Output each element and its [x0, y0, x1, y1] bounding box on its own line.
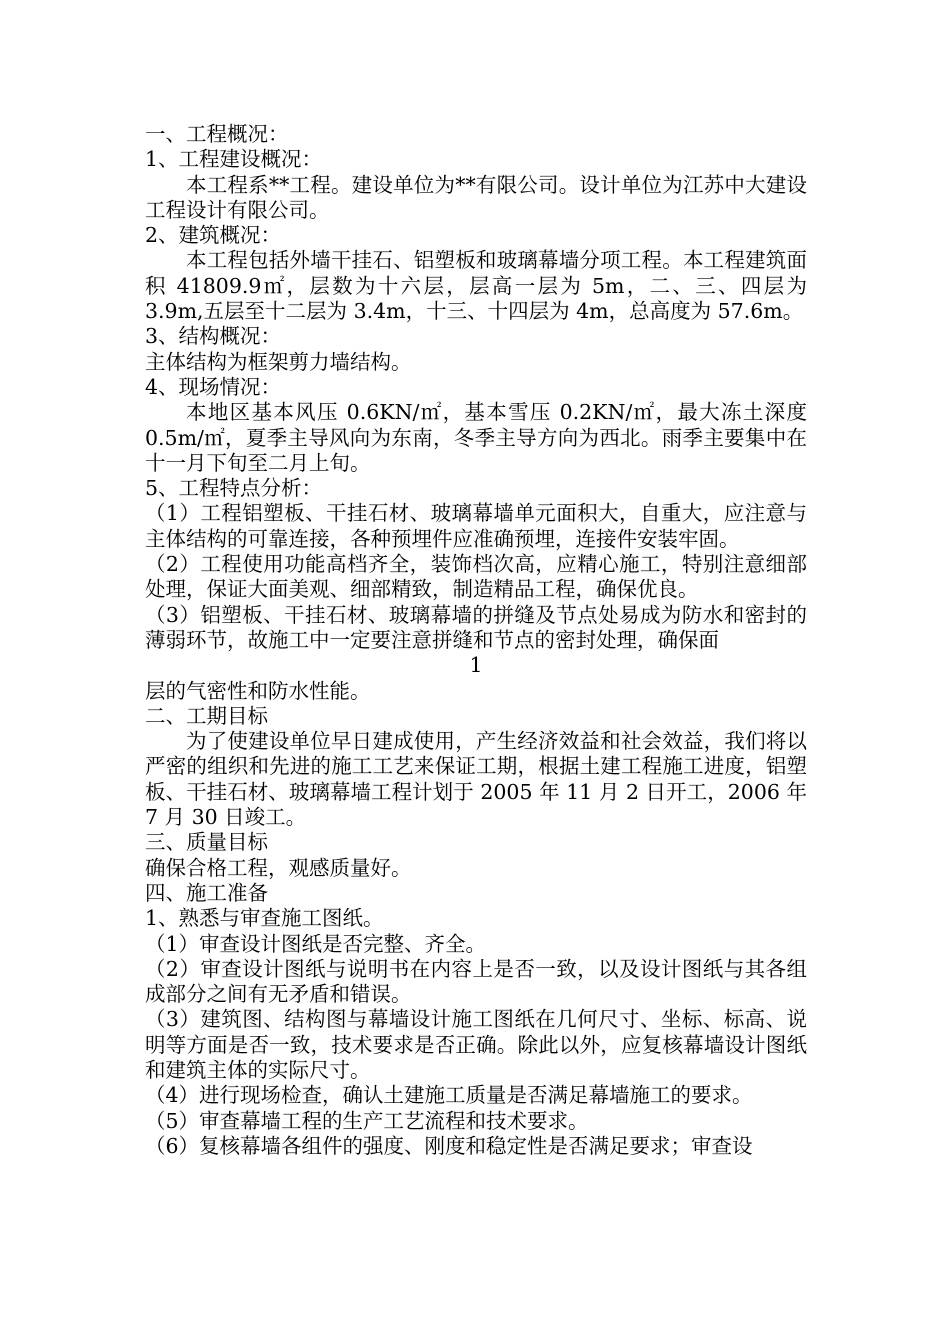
subheading-project-features: 5、工程特点分析：: [145, 476, 323, 501]
subheading-drawing-review: 1、熟悉与审查施工图纸。: [145, 906, 384, 931]
review-item-2: （2）审查设计图纸与说明书在内容上是否一致，以及设计图纸与其各组成部分之间有无矛盾和错误。: [145, 956, 807, 1007]
subheading-site-conditions: 4、现场情况：: [145, 374, 282, 399]
review-item-1: （1）审查设计图纸是否完整、齐全。: [145, 931, 487, 956]
document-page: [145, 122, 807, 1159]
heading-schedule-target: 二、工期目标: [145, 703, 268, 728]
subheading-structure-overview: 3、结构概况：: [145, 324, 282, 349]
review-item-4: （4）进行现场检查，确认土建施工质量是否满足幕墙施工的要求。: [145, 1083, 753, 1108]
paragraph-quality-target: 确保合格工程，观感质量好。: [145, 855, 412, 880]
feature-item-3: （3）铝塑板、干挂石材、玻璃幕墙的拼缝及节点处易成为防水和密封的薄弱环节，故施工中一定要注意拼缝和节点的密封处理，确保面: [145, 602, 807, 652]
review-item-3: （3）建筑图、结构图与幕墙设计施工图纸在几何尺寸、坐标、标高、说明等方面是否一致，技术要求是否正确。除此以外，应复核幕墙设计图纸和建筑主体的实际尺寸。: [145, 1007, 807, 1082]
feature-item-2: （2）工程使用功能高档齐全，装饰档次高，应精心施工，特别注意细部处理，保证大面美观、细部精致，制造精品工程，确保优良。: [145, 552, 807, 602]
subheading-construction-overview: 1、工程建设概况：: [145, 147, 323, 172]
heading-construction-preparation: 四、施工准备: [145, 880, 268, 905]
review-item-6: （6）复核幕墙各组件的强度、刚度和稳定性是否满足要求；审查设: [145, 1133, 753, 1158]
feature-item-3-continued: 层的气密性和防水性能。: [145, 678, 371, 703]
paragraph-construction-overview: 本工程系**工程。建设单位为**有限公司。设计单位为江苏中大建设工程设计有限公司。: [145, 172, 807, 222]
paragraph-schedule-target: 为了使建设单位早日建成使用，产生经济效益和社会效益，我们将以严密的组织和先进的施工工艺来保证工期，根据土建工程施工进度，铝塑板、干挂石材、玻璃幕墙工程计划于 2005 年 11 月 2 日开工，2006 年 7 月 30 日竣工。: [145, 729, 807, 830]
subheading-building-overview: 2、建筑概况：: [145, 223, 282, 248]
heading-quality-target: 三、质量目标: [145, 830, 268, 855]
review-item-5: （5）审查幕墙工程的生产工艺流程和技术要求。: [145, 1108, 589, 1133]
page-number: 1: [469, 653, 483, 678]
paragraph-building-overview: 本工程包括外墙干挂石、铝塑板和玻璃幕墙分项工程。本工程建筑面积 41809.9㎡，层数为十六层，层高一层为 5m，二、三、四层为 3.9m,五层至十二层为 3.4m，十三、十四层为 4m，总高度为 57.6m。: [145, 248, 807, 324]
heading-project-overview: 一、工程概况：: [145, 122, 289, 146]
feature-item-1: （1）工程铝塑板、干挂石材、玻璃幕墙单元面积大，自重大，应注意与主体结构的可靠连接，各种预埋件应准确预埋，连接件安装牢固。: [145, 501, 807, 551]
paragraph-site-conditions: 本地区基本风压 0.6KN/㎡，基本雪压 0.2KN/㎡，最大冻土深度 0.5m/㎡，夏季主导风向为东南，冬季主导方向为西北。雨季主要集中在十一月下旬至二月上旬。: [145, 400, 807, 475]
paragraph-structure-overview: 主体结构为框架剪力墙结构。: [145, 349, 412, 374]
